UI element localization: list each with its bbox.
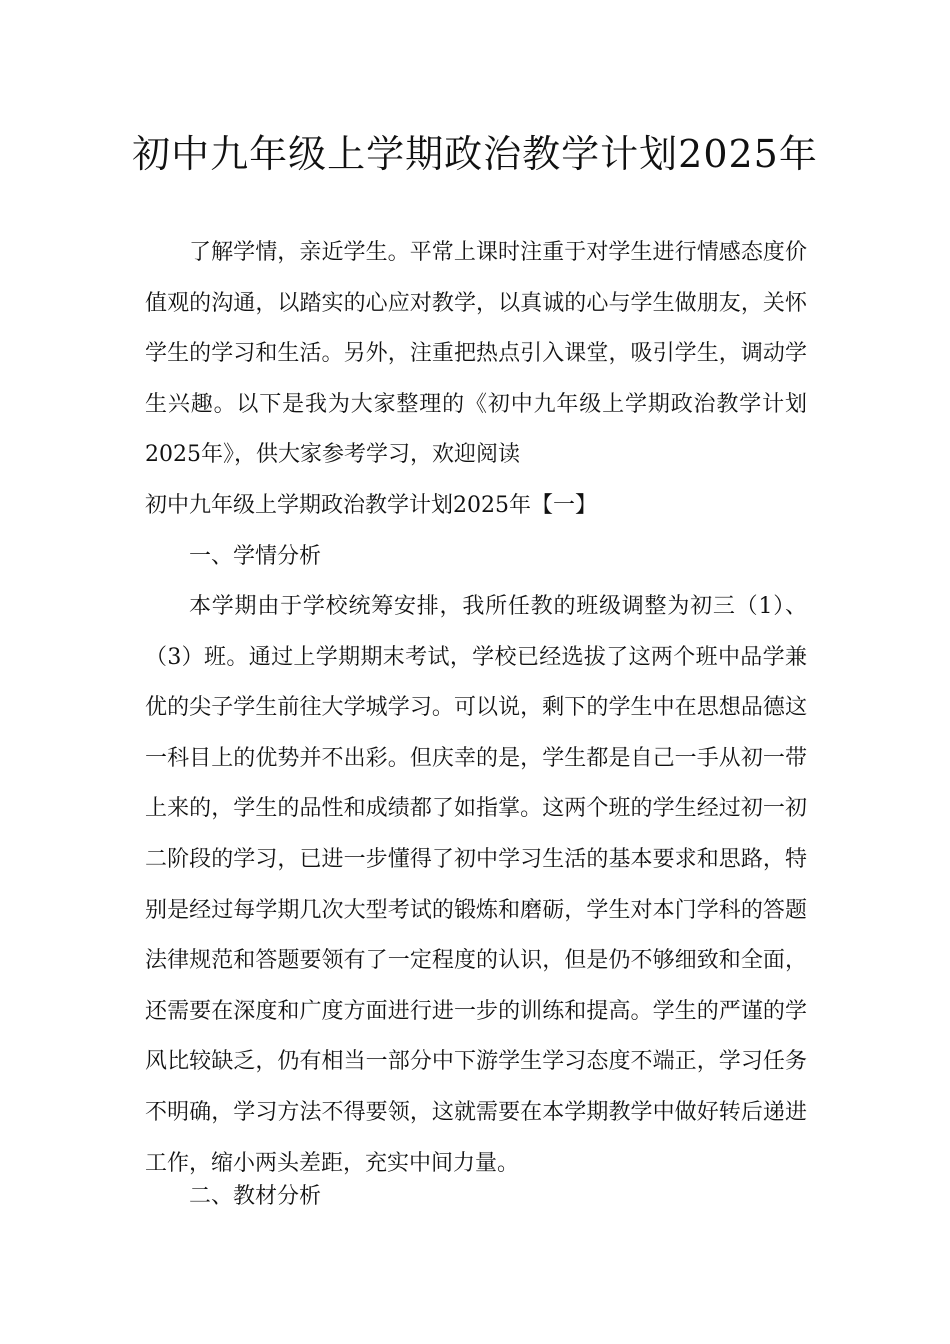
section-title: 初中九年级上学期政治教学计划2025年【一】 xyxy=(145,493,597,518)
intro-paragraph: 了解学情，亲近学生。平常上课时注重于对学生进行情感态度价值观的沟通，以踏实的心应对教学，以真诚的心与学生做朋友，关怀学生的学习和生活。另外，注重把热点引入课堂，吸引学生，调动学生兴趣。以下是我为大家整理的《初中九年级上学期政治教学计划2025年》，供大家参考学习，欢迎阅读 xyxy=(145,240,807,468)
heading-textbook-analysis: 二、教材分析 xyxy=(189,1184,322,1209)
heading-student-analysis: 一、学情分析 xyxy=(189,544,322,569)
student-analysis-paragraph: 本学期由于学校统筹安排，我所任教的班级调整为初三（1）、（3）班。通过上学期期末考试，学校已经选拔了这两个班中品学兼优的尖子学生前往大学城学习。可以说，剩下的学生中在思想品德这一科目上的优势并不出彩。但庆幸的是，学生都是自己一手从初一带上来的，学生的品性和成绩都了如指掌。这两个班的学生经过初一初二阶段的学习，已进一步懂得了初中学习生活的基本要求和思路，特别是经过每学期几次大型考试的锻炼和磨砺，学生对本门学科的答题法律规范和答题要领有了一定程度的认识，但是仍不够细致和全面，还需要在深度和广度方面进行进一步的训练和提高。学生的严谨的学风比较缺乏，仍有相当一部分中下游学生学习态度不端正，学习任务不明确，学习方法不得要领，这就需要在本学期教学中做好转后递进工作，缩小两头差距，充实中间力量。 xyxy=(145,594,807,1176)
document-title: 初中九年级上学期政治教学计划2025年 xyxy=(132,132,818,176)
